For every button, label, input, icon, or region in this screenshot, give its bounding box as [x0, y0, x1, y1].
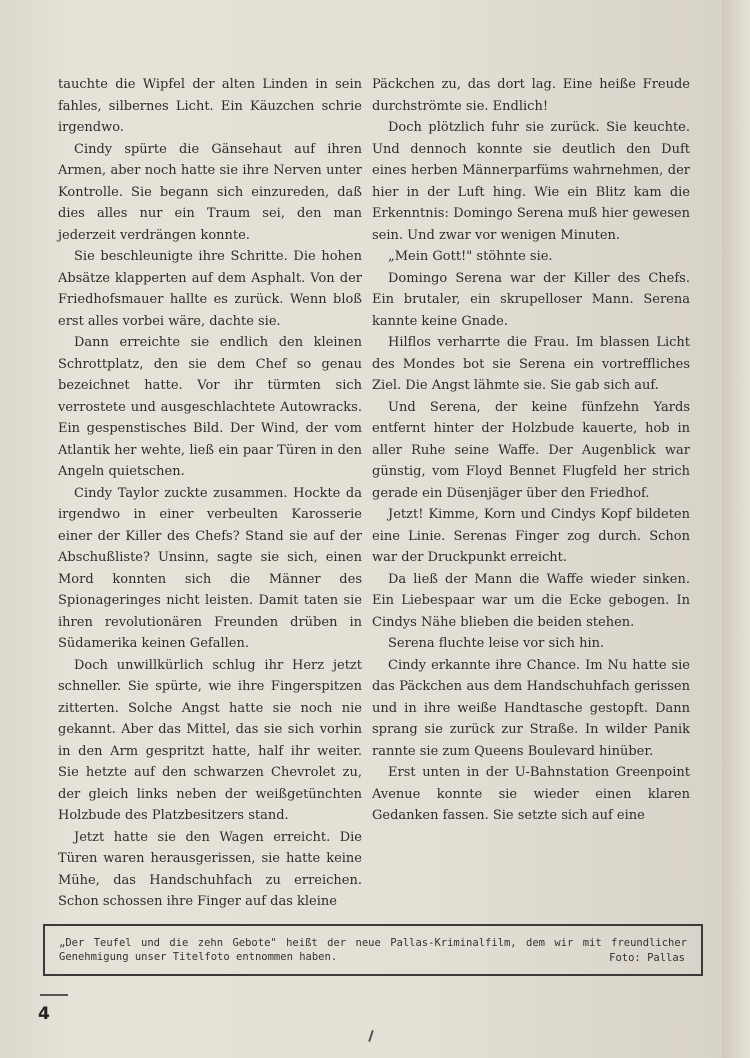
photo-credit: Foto: Pallas — [609, 952, 685, 964]
paragraph: tauchte die Wipfel der alten Linden in sein fahles, silbernes Licht. Ein Käuzchen schrie irgendwo. — [58, 77, 362, 135]
paragraph: Jetzt hatte sie den Wagen erreicht. Die Türen waren herausgerissen, sie hatte keine Mühe, das Handschuhfach zu erreichen. Schon schossen ihre Finger auf das kleine — [58, 829, 362, 909]
paragraph: Sie beschleunigte ihre Schritte. Die hohen Absätze klapperten auf dem Asphalt. Von der Friedhofsmauer hallte es zurück. Wenn bloß erst alles vorbei wäre, dachte sie. — [58, 249, 362, 329]
paragraph: Serena fluchte leise vor sich hin. — [388, 636, 605, 651]
paragraph: Doch plötzlich fuhr sie zurück. Sie keuchte. Und dennoch konnte sie deutlich den Duft eines herben Männerparfüms wahrnehmen, der hier in der Luft hing. Wie ein Blitz kam die Erkenntnis: Domingo Serena muß hier gewesen sein. Und zwar vor wenigen Minuten. — [372, 120, 690, 243]
paragraph: Cindy erkannte ihre Chance. Im Nu hatte sie das Päckchen aus dem Handschuhfach gerissen und in ihre weiße Handtasche gestopft. Dann sprang sie zurück zur Straße. In wilder Panik rannte sie zum Queens Boulevard hinüber. — [372, 657, 690, 759]
paragraph: Cindy Taylor zuckte zusammen. Hockte da irgendwo in einer verbeulten Karosserie einer der Killer des Chefs? Stand sie auf der Abschußliste? Unsinn, sagte sie sich, einen Mord konnten sich die Männer des Spionageringes nicht leisten. Damit taten sie ihren revolutionären Freunden drüben in Südamerika keinen Gefallen. — [58, 485, 362, 651]
text-column-right — [372, 74, 690, 827]
paragraph: „Mein Gott!" stöhnte sie. — [388, 249, 553, 264]
paragraph: Cindy spürte die Gänsehaut auf ihren Armen, aber noch hatte sie ihre Nerven unter Kontrolle. Sie begann sich einzureden, daß dies alles nur ein Traum sei, den man jederzeit verdrängen konnte. — [58, 141, 362, 243]
photo-caption-box — [43, 924, 703, 976]
paragraph: Da ließ der Mann die Waffe wieder sinken. Ein Liebespaar war um die Ecke gebogen. In Cindys Nähe blieben die beiden stehen. — [372, 571, 690, 630]
text-column-left — [58, 74, 362, 913]
paragraph: Päckchen zu, das dort lag. Eine heiße Freude durchströmte sie. Endlich! — [372, 77, 690, 114]
photo-caption-text: „Der Teufel und die zehn Gebote" heißt der neue Pallas-Kriminalfilm, dem wir mit freundlicher Genehmigung unser Titelfoto entnommen haben. — [59, 937, 687, 963]
paragraph: Doch unwillkürlich schlug ihr Herz jetzt schneller. Sie spürte, wie ihre Fingerspitzen zitterten. Solche Angst hatte sie noch nie gekannt. Aber das Mittel, das sie sich vorhin in den Arm gespritzt hatte, half ihr weiter. Sie hetzte auf den schwarzen Chevrolet zu, der gleich links neben der weißgetünchten Holzbude des Platzbesitzers stand. — [58, 657, 362, 823]
adjacent-page-edge — [722, 0, 750, 1058]
paragraph: Erst unten in der U-Bahnstation Greenpoint Avenue konnte sie wieder einen klaren Gedanken fassen. Sie setzte sich auf eine — [372, 765, 690, 823]
paragraph: Hilflos verharrte die Frau. Im blassen Licht des Mondes bot sie Serena ein vortreffliches Ziel. Die Angst lähmte sie. Sie gab sich auf. — [372, 335, 690, 393]
print-mark — [368, 1030, 374, 1042]
paragraph: Domingo Serena war der Killer des Chefs. Ein brutaler, ein skrupelloser Mann. Serena kannte keine Gnade. — [372, 270, 690, 329]
page-number: 4 — [38, 1004, 50, 1024]
paragraph: Und Serena, der keine fünfzehn Yards entfernt hinter der Holzbude kauerte, hob in aller Ruhe seine Waffe. Der Augenblick war günstig, vom Floyd Bennet Flugfeld her strich gerade ein Düsenjäger über den Friedhof. — [372, 399, 690, 501]
footer-rule — [40, 994, 68, 996]
paragraph: Dann erreichte sie endlich den kleinen Schrottplatz, den sie dem Chef so genau bezeichnet hatte. Vor ihr türmten sich verrostete und ausgeschlachtete Autowracks. Ein gespenstisches Bild. Der Wind, der vom Atlantik her wehte, ließ ein paar Türen in den Angeln quietschen. — [58, 335, 362, 479]
paragraph: Jetzt! Kimme, Korn und Cindys Kopf bildeten eine Linie. Serenas Finger zog durch. Schon war der Druckpunkt erreicht. — [372, 507, 690, 565]
